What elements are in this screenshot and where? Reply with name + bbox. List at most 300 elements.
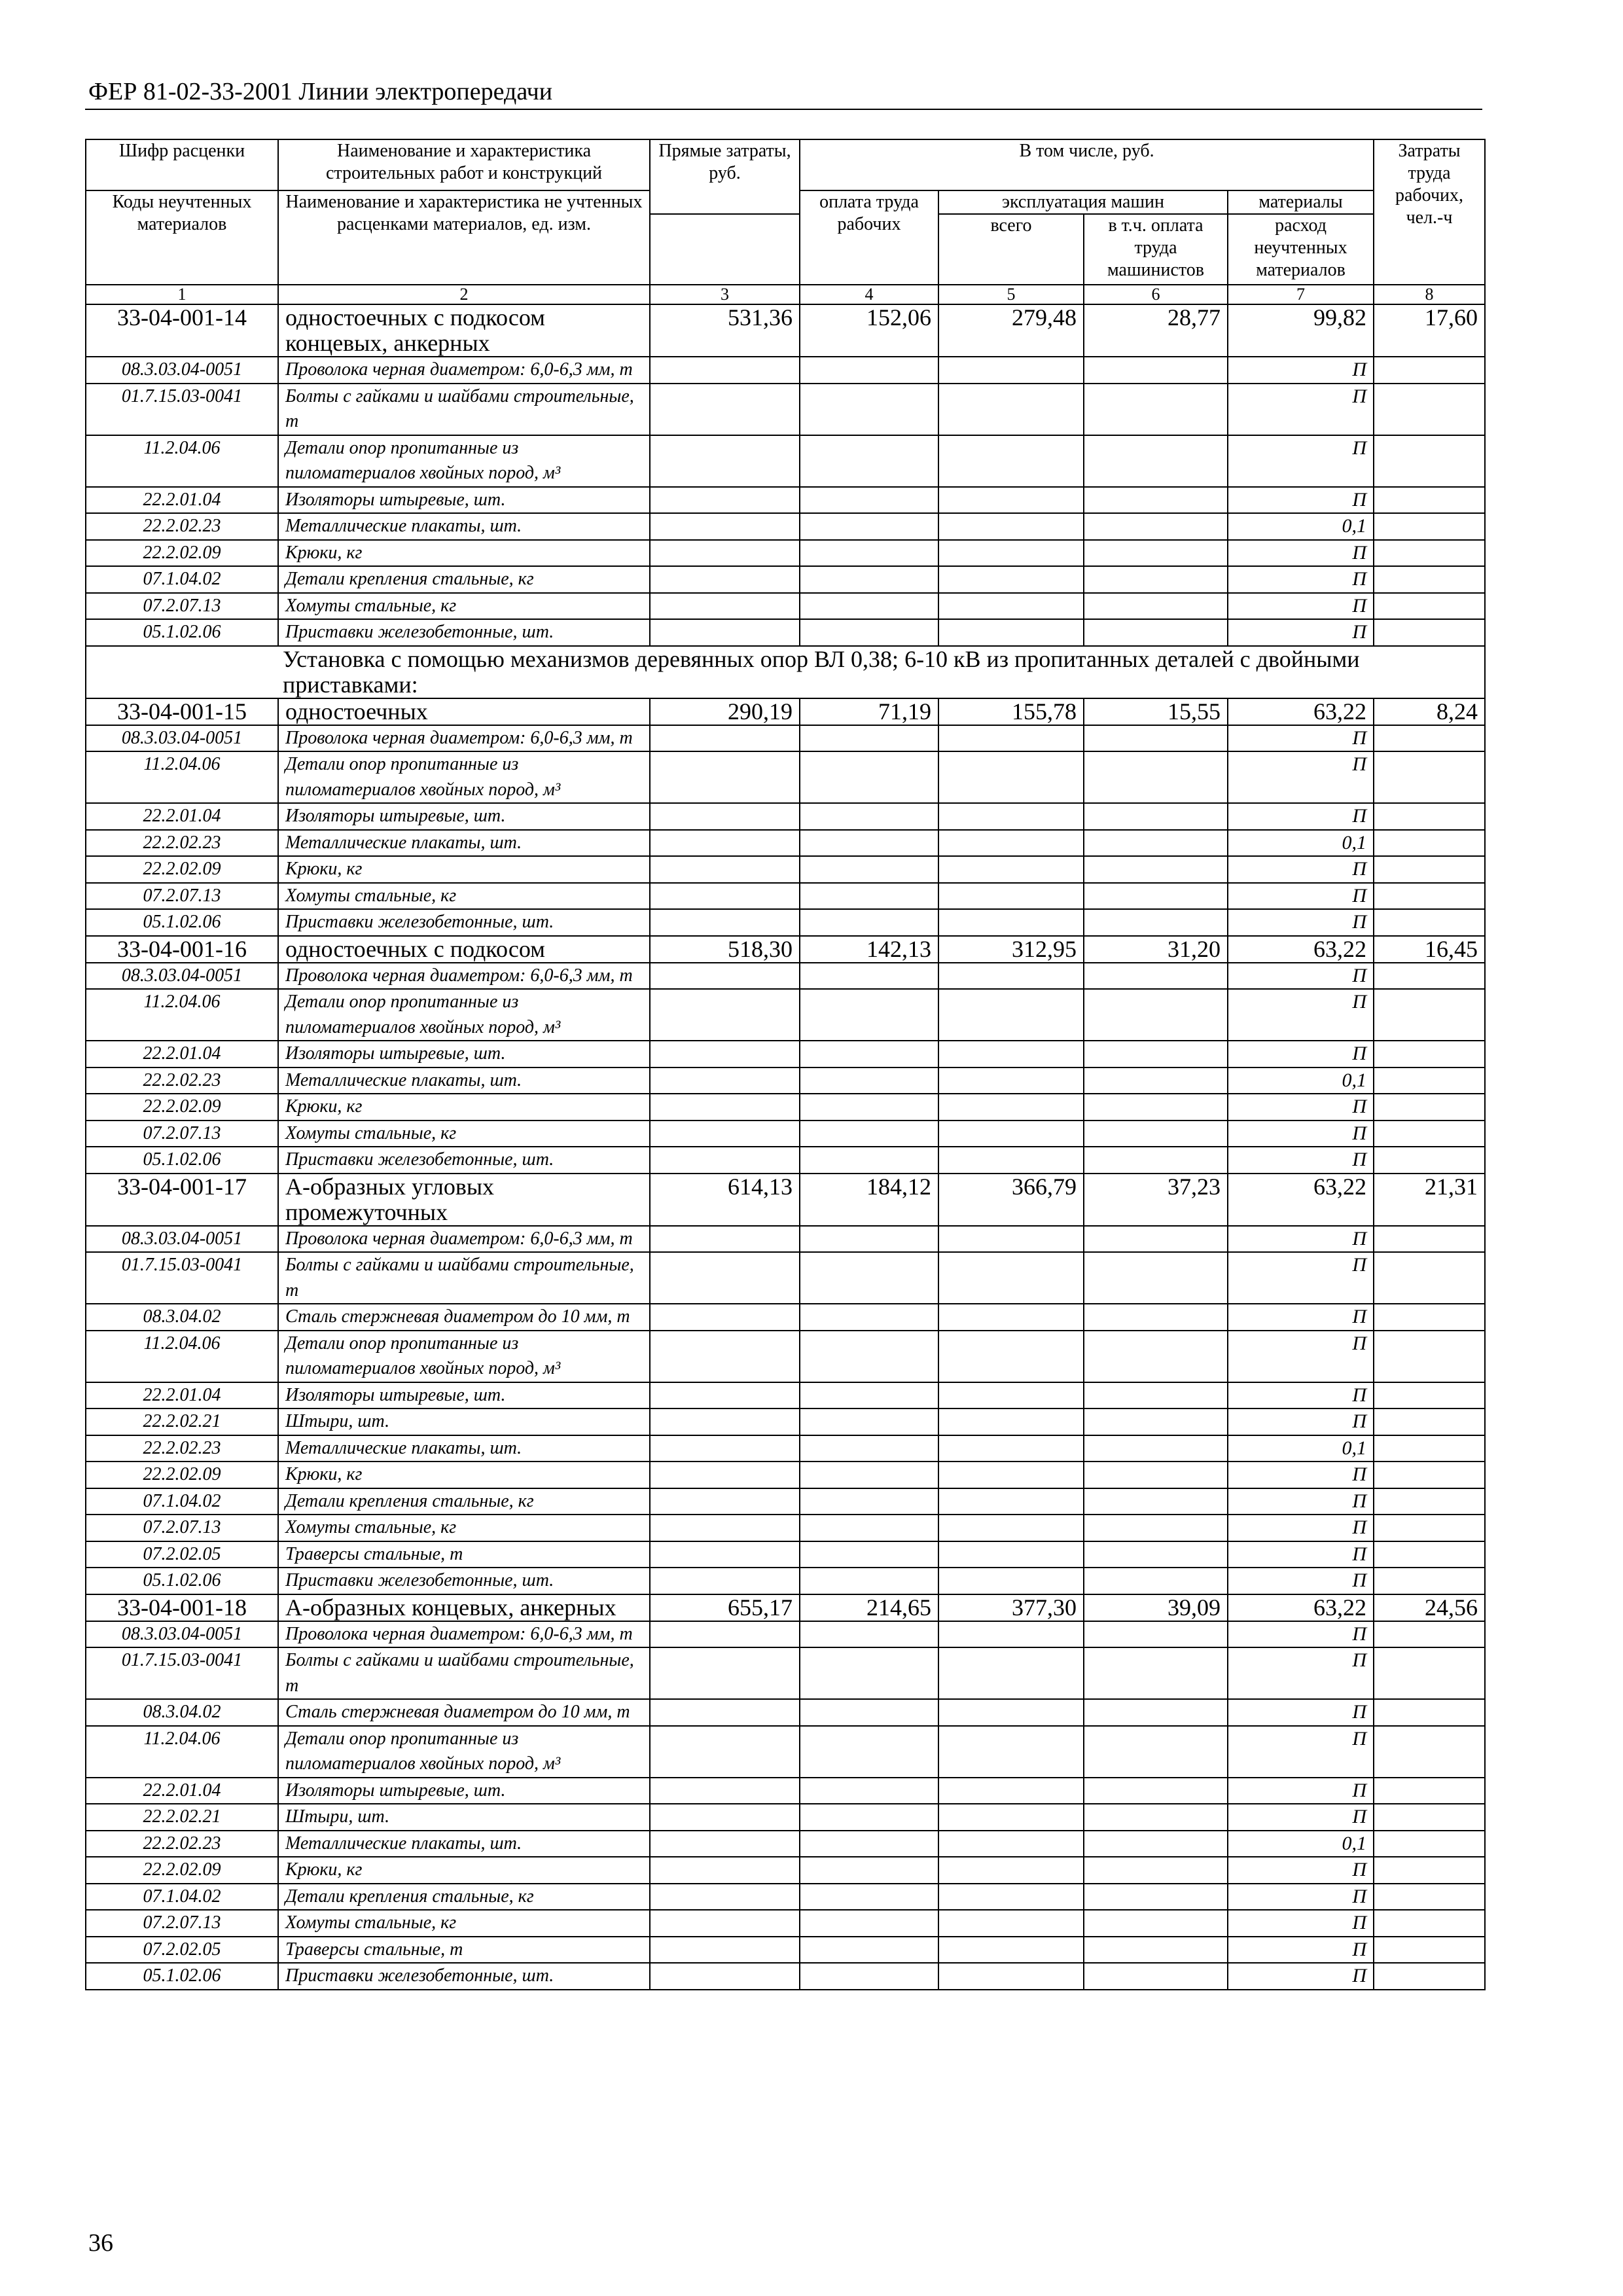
material-row bbox=[86, 963, 1485, 990]
material-row bbox=[86, 540, 1485, 567]
labor-pay: 214,65 bbox=[800, 1594, 938, 1621]
material-name: Хомуты стальные, кг bbox=[278, 1910, 650, 1937]
empty-cell bbox=[1374, 435, 1485, 487]
column-number: 3 bbox=[650, 285, 800, 304]
material-row bbox=[86, 513, 1485, 540]
column-number: 6 bbox=[1084, 285, 1228, 304]
empty-cell bbox=[938, 435, 1084, 487]
material-name: Изоляторы штыревые, шт. bbox=[278, 1041, 650, 1067]
material-name: Металлические плакаты, шт. bbox=[278, 1435, 650, 1462]
material-code: 07.1.04.02 bbox=[86, 1884, 278, 1910]
page-header: ФЕР 81-02-33-2001 Линии электропередачи bbox=[88, 78, 553, 105]
material-code: 22.2.02.21 bbox=[86, 1408, 278, 1435]
empty-cell bbox=[1374, 1778, 1485, 1804]
material-consumption: П bbox=[1228, 435, 1374, 487]
empty-cell bbox=[938, 989, 1084, 1041]
material-row bbox=[86, 1804, 1485, 1831]
header-materials: материалы bbox=[1228, 190, 1374, 214]
material-code: 11.2.04.06 bbox=[86, 1726, 278, 1778]
table-row bbox=[86, 698, 1485, 725]
empty-cell bbox=[1084, 989, 1228, 1041]
material-row bbox=[86, 1857, 1485, 1884]
empty-cell bbox=[650, 1041, 800, 1067]
empty-cell bbox=[650, 357, 800, 384]
empty-cell bbox=[650, 883, 800, 910]
machine-labor: 15,55 bbox=[1084, 698, 1228, 725]
empty-cell bbox=[1374, 989, 1485, 1041]
header-labor-pay: оплата труда рабочих bbox=[800, 190, 938, 285]
material-code: 07.2.07.13 bbox=[86, 1910, 278, 1937]
material-row bbox=[86, 1541, 1485, 1568]
empty-cell bbox=[1084, 1778, 1228, 1804]
empty-cell bbox=[1084, 963, 1228, 990]
empty-cell bbox=[1084, 1331, 1228, 1382]
empty-cell bbox=[1374, 1041, 1485, 1067]
material-row bbox=[86, 1067, 1485, 1094]
empty-cell bbox=[1374, 1435, 1485, 1462]
material-row bbox=[86, 384, 1485, 435]
empty-cell bbox=[800, 1831, 938, 1857]
header-direct-spacer bbox=[650, 214, 800, 285]
empty-cell bbox=[800, 1699, 938, 1726]
material-row bbox=[86, 1515, 1485, 1541]
empty-cell bbox=[800, 1226, 938, 1253]
materials-cost: 63,22 bbox=[1228, 1174, 1374, 1226]
header-code: Шифр расценки bbox=[86, 139, 278, 190]
material-code: 22.2.02.21 bbox=[86, 1804, 278, 1831]
material-name: Приставки железобетонные, шт. bbox=[278, 1963, 650, 1990]
empty-cell bbox=[938, 1331, 1084, 1382]
material-row bbox=[86, 1621, 1485, 1648]
material-name: Крюки, кг bbox=[278, 856, 650, 883]
empty-cell bbox=[938, 1226, 1084, 1253]
empty-cell bbox=[938, 1647, 1084, 1699]
column-number: 8 bbox=[1374, 285, 1485, 304]
material-name: Приставки железобетонные, шт. bbox=[278, 909, 650, 936]
empty-cell bbox=[1374, 1937, 1485, 1964]
material-row bbox=[86, 1778, 1485, 1804]
material-consumption: 0,1 bbox=[1228, 1435, 1374, 1462]
empty-cell bbox=[1084, 1147, 1228, 1174]
material-row bbox=[86, 1121, 1485, 1147]
empty-cell bbox=[1084, 384, 1228, 435]
section-title: Установка с помощью механизмов деревянных опор ВЛ 0,38; 6-10 кВ из пропитанных деталей с двойными приставками: bbox=[86, 646, 1485, 698]
material-code: 22.2.02.23 bbox=[86, 513, 278, 540]
empty-cell bbox=[1374, 1621, 1485, 1648]
empty-cell bbox=[650, 1226, 800, 1253]
empty-cell bbox=[938, 566, 1084, 593]
empty-cell bbox=[800, 566, 938, 593]
empty-cell bbox=[1084, 1094, 1228, 1121]
work-name: А-образных концевых, анкерных bbox=[278, 1594, 650, 1621]
material-row bbox=[86, 1884, 1485, 1910]
empty-cell bbox=[800, 830, 938, 857]
empty-cell bbox=[1084, 725, 1228, 752]
material-consumption: П bbox=[1228, 1726, 1374, 1778]
column-number: 5 bbox=[938, 285, 1084, 304]
column-number: 7 bbox=[1228, 285, 1374, 304]
table-row bbox=[86, 1174, 1485, 1226]
empty-cell bbox=[938, 1435, 1084, 1462]
empty-cell bbox=[938, 1831, 1084, 1857]
empty-cell bbox=[938, 963, 1084, 990]
empty-cell bbox=[650, 435, 800, 487]
empty-cell bbox=[1374, 1541, 1485, 1568]
work-name: А-образных угловых промежуточных bbox=[278, 1174, 650, 1226]
empty-cell bbox=[800, 1647, 938, 1699]
empty-cell bbox=[650, 1937, 800, 1964]
empty-cell bbox=[1374, 1515, 1485, 1541]
empty-cell bbox=[1084, 1647, 1228, 1699]
material-code: 08.3.03.04-0051 bbox=[86, 963, 278, 990]
material-name: Хомуты стальные, кг bbox=[278, 1515, 650, 1541]
labor-cost: 17,60 bbox=[1374, 304, 1485, 357]
material-name: Траверсы стальные, т bbox=[278, 1937, 650, 1964]
empty-cell bbox=[1374, 384, 1485, 435]
empty-cell bbox=[1084, 1568, 1228, 1594]
header-direct: Прямые затраты, руб. bbox=[650, 139, 800, 214]
empty-cell bbox=[650, 1647, 800, 1699]
empty-cell bbox=[1374, 1726, 1485, 1778]
material-consumption: 0,1 bbox=[1228, 513, 1374, 540]
empty-cell bbox=[800, 1963, 938, 1990]
direct-cost: 290,19 bbox=[650, 698, 800, 725]
empty-cell bbox=[938, 1462, 1084, 1488]
empty-cell bbox=[650, 566, 800, 593]
empty-cell bbox=[938, 593, 1084, 620]
header-including: В том числе, руб. bbox=[800, 139, 1374, 190]
empty-cell bbox=[800, 1541, 938, 1568]
material-consumption: П bbox=[1228, 1568, 1374, 1594]
material-name: Штыри, шт. bbox=[278, 1804, 650, 1831]
material-name: Детали опор пропитанные из пиломатериалов хвойных пород, м³ bbox=[278, 435, 650, 487]
material-row bbox=[86, 1226, 1485, 1253]
work-name: одностоечных bbox=[278, 698, 650, 725]
material-code: 07.2.02.05 bbox=[86, 1541, 278, 1568]
material-consumption: 0,1 bbox=[1228, 1067, 1374, 1094]
material-row bbox=[86, 487, 1485, 514]
material-name: Проволока черная диаметром: 6,0-6,3 мм, т bbox=[278, 1621, 650, 1648]
empty-cell bbox=[938, 1804, 1084, 1831]
material-consumption: П bbox=[1228, 1304, 1374, 1331]
empty-cell bbox=[800, 803, 938, 830]
rate-code: 33-04-001-16 bbox=[86, 936, 278, 963]
empty-cell bbox=[800, 384, 938, 435]
empty-cell bbox=[938, 1121, 1084, 1147]
empty-cell bbox=[650, 1778, 800, 1804]
empty-cell bbox=[1084, 1408, 1228, 1435]
material-code: 22.2.02.23 bbox=[86, 1067, 278, 1094]
rate-code: 33-04-001-14 bbox=[86, 304, 278, 357]
empty-cell bbox=[650, 1804, 800, 1831]
material-code: 22.2.02.09 bbox=[86, 1857, 278, 1884]
empty-cell bbox=[938, 487, 1084, 514]
table-row bbox=[86, 1594, 1485, 1621]
empty-cell bbox=[1084, 1884, 1228, 1910]
material-name: Изоляторы штыревые, шт. bbox=[278, 1778, 650, 1804]
material-row bbox=[86, 1937, 1485, 1964]
empty-cell bbox=[650, 593, 800, 620]
material-code: 05.1.02.06 bbox=[86, 1147, 278, 1174]
material-name: Хомуты стальные, кг bbox=[278, 1121, 650, 1147]
material-row bbox=[86, 1568, 1485, 1594]
material-code: 05.1.02.06 bbox=[86, 1963, 278, 1990]
empty-cell bbox=[1084, 1462, 1228, 1488]
empty-cell bbox=[1084, 1304, 1228, 1331]
material-name: Проволока черная диаметром: 6,0-6,3 мм, т bbox=[278, 963, 650, 990]
empty-cell bbox=[800, 1408, 938, 1435]
material-row bbox=[86, 1382, 1485, 1409]
empty-cell bbox=[650, 830, 800, 857]
empty-cell bbox=[1374, 963, 1485, 990]
empty-cell bbox=[800, 1621, 938, 1648]
material-code: 22.2.01.04 bbox=[86, 1778, 278, 1804]
rates-table bbox=[85, 139, 1486, 1990]
material-code: 05.1.02.06 bbox=[86, 1568, 278, 1594]
empty-cell bbox=[650, 1067, 800, 1094]
empty-cell bbox=[1084, 803, 1228, 830]
empty-cell bbox=[938, 1094, 1084, 1121]
material-code: 11.2.04.06 bbox=[86, 751, 278, 803]
material-consumption: П bbox=[1228, 1699, 1374, 1726]
empty-cell bbox=[800, 1304, 938, 1331]
empty-cell bbox=[938, 1699, 1084, 1726]
empty-cell bbox=[938, 1147, 1084, 1174]
material-row bbox=[86, 1331, 1485, 1382]
empty-cell bbox=[800, 1331, 938, 1382]
material-consumption: П bbox=[1228, 1937, 1374, 1964]
empty-cell bbox=[800, 751, 938, 803]
empty-cell bbox=[1084, 1963, 1228, 1990]
empty-cell bbox=[1374, 1331, 1485, 1382]
material-code: 05.1.02.06 bbox=[86, 619, 278, 646]
machine-labor: 39,09 bbox=[1084, 1594, 1228, 1621]
materials-cost: 63,22 bbox=[1228, 698, 1374, 725]
empty-cell bbox=[650, 1831, 800, 1857]
empty-cell bbox=[650, 1857, 800, 1884]
material-code: 22.2.02.09 bbox=[86, 856, 278, 883]
empty-cell bbox=[1374, 1094, 1485, 1121]
material-consumption: П bbox=[1228, 1252, 1374, 1304]
empty-cell bbox=[800, 1462, 938, 1488]
material-name: Штыри, шт. bbox=[278, 1408, 650, 1435]
material-row bbox=[86, 883, 1485, 910]
material-consumption: П bbox=[1228, 856, 1374, 883]
material-consumption: П bbox=[1228, 487, 1374, 514]
material-name: Приставки железобетонные, шт. bbox=[278, 619, 650, 646]
labor-cost: 8,24 bbox=[1374, 698, 1485, 725]
column-number: 4 bbox=[800, 285, 938, 304]
empty-cell bbox=[800, 593, 938, 620]
column-number: 1 bbox=[86, 285, 278, 304]
empty-cell bbox=[1084, 1067, 1228, 1094]
empty-cell bbox=[938, 1726, 1084, 1778]
direct-cost: 518,30 bbox=[650, 936, 800, 963]
empty-cell bbox=[650, 513, 800, 540]
empty-cell bbox=[1374, 593, 1485, 620]
header-mat-names: Наименование и характеристика не учтенных расценками материалов, ед. изм. bbox=[278, 190, 650, 285]
material-consumption: П bbox=[1228, 384, 1374, 435]
material-consumption: П bbox=[1228, 1226, 1374, 1253]
material-consumption: П bbox=[1228, 1778, 1374, 1804]
material-code: 07.2.07.13 bbox=[86, 593, 278, 620]
material-name: Детали опор пропитанные из пиломатериалов хвойных пород, м³ bbox=[278, 751, 650, 803]
empty-cell bbox=[650, 384, 800, 435]
empty-cell bbox=[800, 909, 938, 936]
empty-cell bbox=[800, 883, 938, 910]
empty-cell bbox=[1374, 357, 1485, 384]
labor-pay: 142,13 bbox=[800, 936, 938, 963]
empty-cell bbox=[938, 1937, 1084, 1964]
empty-cell bbox=[938, 1515, 1084, 1541]
material-code: 11.2.04.06 bbox=[86, 989, 278, 1041]
empty-cell bbox=[800, 1515, 938, 1541]
empty-cell bbox=[800, 1382, 938, 1409]
material-row bbox=[86, 1726, 1485, 1778]
material-row bbox=[86, 803, 1485, 830]
empty-cell bbox=[1374, 1884, 1485, 1910]
machine-labor: 37,23 bbox=[1084, 1174, 1228, 1226]
material-row bbox=[86, 909, 1485, 936]
material-code: 22.2.02.23 bbox=[86, 1831, 278, 1857]
empty-cell bbox=[650, 1910, 800, 1937]
empty-cell bbox=[650, 1699, 800, 1726]
empty-cell bbox=[800, 1857, 938, 1884]
empty-cell bbox=[650, 909, 800, 936]
rate-code: 33-04-001-18 bbox=[86, 1594, 278, 1621]
empty-cell bbox=[1084, 1041, 1228, 1067]
material-consumption: П bbox=[1228, 1963, 1374, 1990]
empty-cell bbox=[938, 1621, 1084, 1648]
empty-cell bbox=[650, 1884, 800, 1910]
empty-cell bbox=[800, 513, 938, 540]
empty-cell bbox=[800, 1778, 938, 1804]
material-consumption: П bbox=[1228, 1621, 1374, 1648]
material-consumption: П bbox=[1228, 963, 1374, 990]
material-consumption: П bbox=[1228, 1331, 1374, 1382]
material-row bbox=[86, 593, 1485, 620]
empty-cell bbox=[1374, 1408, 1485, 1435]
empty-cell bbox=[1374, 1304, 1485, 1331]
empty-cell bbox=[800, 1067, 938, 1094]
empty-cell bbox=[650, 1621, 800, 1648]
header-labor-cost: Затраты труда рабочих, чел.-ч bbox=[1374, 139, 1485, 285]
empty-cell bbox=[1084, 830, 1228, 857]
empty-cell bbox=[1084, 1857, 1228, 1884]
empty-cell bbox=[800, 1435, 938, 1462]
empty-cell bbox=[938, 357, 1084, 384]
empty-cell bbox=[1084, 487, 1228, 514]
empty-cell bbox=[1084, 1252, 1228, 1304]
material-code: 08.3.03.04-0051 bbox=[86, 725, 278, 752]
empty-cell bbox=[800, 1488, 938, 1515]
empty-cell bbox=[1374, 540, 1485, 567]
empty-cell bbox=[650, 1568, 800, 1594]
material-name: Изоляторы штыревые, шт. bbox=[278, 803, 650, 830]
empty-cell bbox=[650, 1462, 800, 1488]
labor-cost: 21,31 bbox=[1374, 1174, 1485, 1226]
material-name: Крюки, кг bbox=[278, 1462, 650, 1488]
empty-cell bbox=[1374, 1067, 1485, 1094]
empty-cell bbox=[800, 1121, 938, 1147]
material-name: Крюки, кг bbox=[278, 1094, 650, 1121]
material-row bbox=[86, 1831, 1485, 1857]
material-consumption: П bbox=[1228, 1804, 1374, 1831]
empty-cell bbox=[1374, 619, 1485, 646]
empty-cell bbox=[650, 751, 800, 803]
material-row bbox=[86, 989, 1485, 1041]
empty-cell bbox=[650, 487, 800, 514]
empty-cell bbox=[938, 1382, 1084, 1409]
empty-cell bbox=[1374, 1462, 1485, 1488]
empty-cell bbox=[938, 1568, 1084, 1594]
empty-cell bbox=[650, 1147, 800, 1174]
material-name: Детали крепления стальные, кг bbox=[278, 1884, 650, 1910]
material-row bbox=[86, 435, 1485, 487]
empty-cell bbox=[800, 1094, 938, 1121]
empty-cell bbox=[1084, 540, 1228, 567]
empty-cell bbox=[650, 856, 800, 883]
empty-cell bbox=[1374, 1647, 1485, 1699]
material-name: Изоляторы штыревые, шт. bbox=[278, 1382, 650, 1409]
empty-cell bbox=[938, 384, 1084, 435]
empty-cell bbox=[800, 1252, 938, 1304]
material-code: 22.2.02.09 bbox=[86, 540, 278, 567]
material-code: 08.3.04.02 bbox=[86, 1699, 278, 1726]
materials-cost: 63,22 bbox=[1228, 936, 1374, 963]
material-row bbox=[86, 830, 1485, 857]
empty-cell bbox=[1084, 1515, 1228, 1541]
machine-total: 312,95 bbox=[938, 936, 1084, 963]
table-row bbox=[86, 304, 1485, 357]
empty-cell bbox=[800, 619, 938, 646]
materials-cost: 99,82 bbox=[1228, 304, 1374, 357]
material-row bbox=[86, 751, 1485, 803]
empty-cell bbox=[1084, 1488, 1228, 1515]
empty-cell bbox=[650, 963, 800, 990]
rate-code: 33-04-001-17 bbox=[86, 1174, 278, 1226]
empty-cell bbox=[1374, 1831, 1485, 1857]
material-code: 22.2.02.23 bbox=[86, 1435, 278, 1462]
material-name: Детали опор пропитанные из пиломатериалов хвойных пород, м³ bbox=[278, 989, 650, 1041]
empty-cell bbox=[650, 1515, 800, 1541]
machine-total: 155,78 bbox=[938, 698, 1084, 725]
material-consumption: П bbox=[1228, 1884, 1374, 1910]
material-code: 22.2.01.04 bbox=[86, 803, 278, 830]
empty-cell bbox=[938, 1778, 1084, 1804]
empty-cell bbox=[800, 963, 938, 990]
material-name: Изоляторы штыревые, шт. bbox=[278, 487, 650, 514]
material-row bbox=[86, 1647, 1485, 1699]
material-code: 08.3.03.04-0051 bbox=[86, 1226, 278, 1253]
material-consumption: 0,1 bbox=[1228, 830, 1374, 857]
empty-cell bbox=[650, 1435, 800, 1462]
header-machine-labor: в т.ч. оплата труда машинистов bbox=[1084, 214, 1228, 285]
material-consumption: П bbox=[1228, 1094, 1374, 1121]
material-name: Крюки, кг bbox=[278, 540, 650, 567]
column-numbers-row bbox=[86, 285, 1485, 304]
labor-cost: 16,45 bbox=[1374, 936, 1485, 963]
material-name: Болты с гайками и шайбами строительные, т bbox=[278, 1647, 650, 1699]
empty-cell bbox=[1374, 1699, 1485, 1726]
machine-labor: 31,20 bbox=[1084, 936, 1228, 963]
empty-cell bbox=[1374, 487, 1485, 514]
empty-cell bbox=[938, 856, 1084, 883]
material-consumption: П bbox=[1228, 619, 1374, 646]
empty-cell bbox=[1084, 1726, 1228, 1778]
empty-cell bbox=[800, 1804, 938, 1831]
empty-cell bbox=[650, 1726, 800, 1778]
